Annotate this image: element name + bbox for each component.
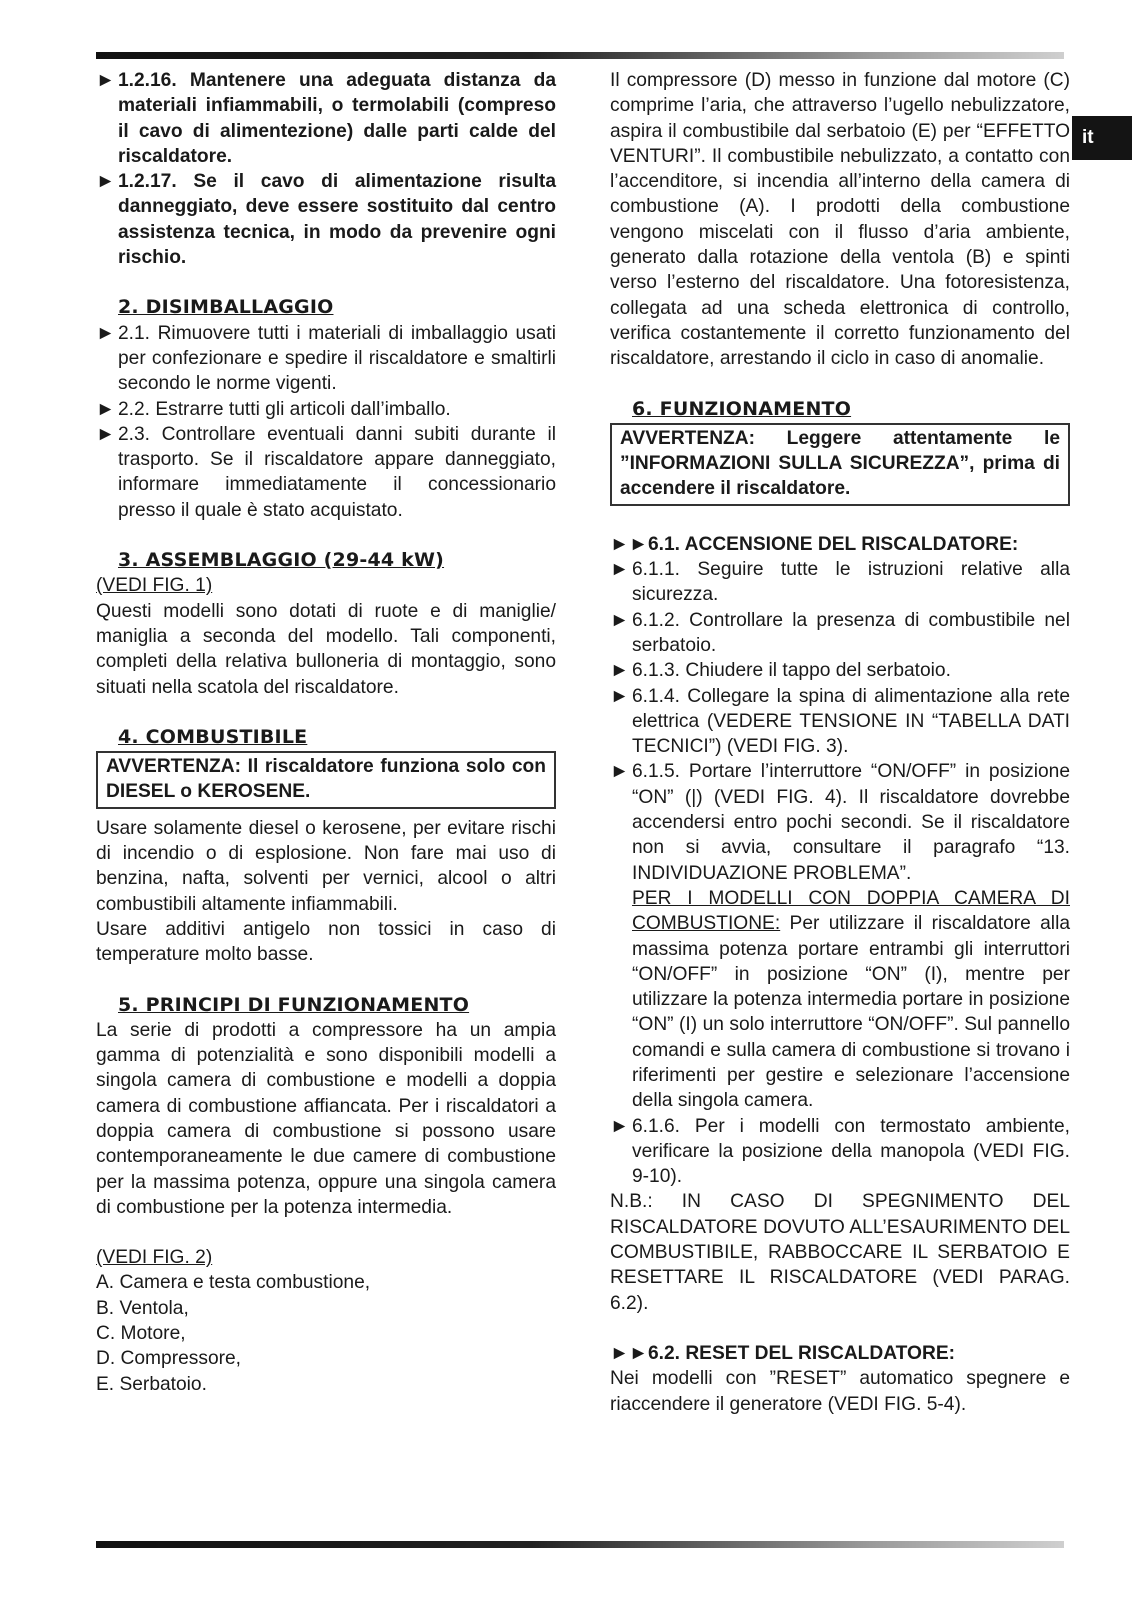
item-1-2-17: ► 1.2.17. Se il cavo di alimentazione risulta danneggiato, deve essere sostituito dal centro assistenza tecnica, in modo da prevenire ogni rischio. [96,171,556,269]
part-d: D. Compressore, [96,1348,242,1370]
item-6-1-4: ► 6.1.4. Collegare la spina di alimentazione alla rete elettrica (VEDERE TENSIONE IN “TABELLA DATI TECNICI”) (VEDI FIG. 3). [610,685,1070,758]
triangle-icon: ► [610,761,629,783]
triangle-icon: ► [610,559,629,581]
triangle-icon: ► [610,685,629,707]
fig-ref-1: (VEDI FIG. 1) [96,575,213,597]
item-2-2: ► 2.2. Estrarre tutti gli articoli dall’imballo. [96,397,556,422]
part-c: C. Motore, [96,1323,186,1345]
top-rule [96,52,1064,59]
double-chamber-label: PER I MODELLI CON DOPPIA CAMERA DI COMBUSTIONE: [632,887,1070,935]
heading-assemblaggio: 3. ASSEMBLAGGIO (29-44 kW) [118,549,445,572]
item-6-1-5: ► 6.1.5. Portare l’interruttore “ON/OFF” in posizione “ON” (|) (VEDI FIG. 4). Il riscaldatore dovrebbe accendersi entro pochi secondi. Se il riscaldatore non si avvia, consultare il paragrafo “13. INDIVIDUAZIONE PROBLEMA”. [610,761,1070,884]
triangle-icon: ► [610,609,629,631]
triangle-icon: ► [96,398,115,420]
assemblaggio-text: Questi modelli sono dotati di ruote e di maniglie/ maniglia a seconda del modello. Tali componenti, completi della relativa bulloneria di montaggio, sono situati nella scatola del riscaldatore. [96,600,556,698]
heading-disimballaggio: 2. DISIMBALLAGGIO [118,296,334,319]
triangle-icon: ► [96,70,115,91]
warning-box-safety: AVVERTENZA: Leggere attentamente le ”INFORMAZIONI SULLA SICUREZZA”, prima di accendere il riscaldatore. [610,423,1070,506]
item-6-1-3: ► 6.1.3. Chiudere il tappo del serbatoio. [610,658,1070,683]
compressore-text: Il compressore (D) messo in funzione dal motore (C) comprime l’aria, che attraverso l’ugello nebulizzatore, aspira il combustibile dal serbatoio (E) per “EFFETTO VENTURI”. Il combustibile nebulizzato, a contatto con l’accenditore, si incendia all’interno della camera di combustione (A). I prodotti della combustione vengono miscelati con il flusso d’aria ambiente, generato dalla rotazione della ventola (B) e spinti verso l’esterno del riscaldatore. Una fotoresistenza, collegata ad una scheda elettronica di controllo, verifica costantemente il corretto funzionamento del riscaldatore, arrestando il ciclo in caso di anomalie. [610,70,1070,370]
triangle-icon: ► [96,171,115,193]
antigelo-text: Usare additivi antigelo non tossici in caso di temperature molto basse. [96,918,556,966]
item-2-1: ► 2.1. Rimuovere tutti i materiali di imballaggio usati per confezionare e spedire il riscaldatore e smaltirli secondo le norme vigenti. [96,322,556,395]
item-6-1-2: ► 6.1.2. Controllare la presenza di combustibile nel serbatoio. [610,609,1070,656]
item-6-1-6: ► 6.1.6. Per i modelli con termostato ambiente, verificare la posizione della manopola (VEDI FIG. 9-10). [610,1115,1070,1188]
right-column [610,68,1070,1417]
nb-note: N.B.: IN CASO DI SPEGNIMENTO DEL RISCALDATORE DOVUTO ALL’ESAURIMENTO DEL COMBUSTIBILE, RABBOCCARE IL SERBATOIO E RESETTARE IL RISCALDATORE (VEDI PARAG. 6.2). [610,1191,1070,1314]
warning-box-fuel: AVVERTENZA: Il riscaldatore funziona solo con DIESEL o KEROSENE. [96,751,556,809]
part-e: E. Serbatoio. [96,1373,207,1395]
fig-ref-2: (VEDI FIG. 2) [96,1247,213,1269]
reset-text: Nei modelli con ”RESET” automatico spegnere e riaccendere il generatore (VEDI FIG. 5-4). [610,1368,1070,1415]
item-6-1-1: ► 6.1.1. Seguire tutte le istruzioni relative alla sicurezza. [610,559,1070,606]
triangle-icon: ► [96,423,115,445]
triangle-icon: ► [96,322,115,344]
heading-funzionamento: 6. FUNZIONAMENTO [632,397,852,420]
triangle-icon: ► [610,660,629,682]
subheading-reset: ►►6.2. RESET DEL RISCALDATORE: [610,1342,956,1364]
part-a: A. Camera e testa combustione, [96,1272,371,1294]
item-2-3: ► 2.3. Controllare eventuali danni subiti durante il trasporto. Se il riscaldatore appare danneggiato, informare immediatamente il concessionario presso il quale è stato acquistato. [96,423,556,521]
item-1-2-16: ► 1.2.16. Mantenere una adeguata distanza da materiali infiammabili, o termolabili (compreso il cavo di alimentezione) dalle parti calde del riscaldatore. [96,70,556,167]
subheading-accensione: ►►6.1. ACCENSIONE DEL RISCALDATORE: [610,533,1019,555]
language-tab: it [1072,116,1132,160]
heading-combustibile: 4. COMBUSTIBILE [118,725,308,748]
heading-principi: 5. PRINCIPI DI FUNZIONAMENTO [118,993,470,1016]
bottom-rule [96,1541,1064,1548]
principi-text: La serie di prodotti a compressore ha un ampia gamma di potenzialità e sono disponibili modelli a singola camera di combustione e modelli a doppia camera di combustione affiancata. Per i riscaldatori a doppia camera di combustione si possono usare contemporaneamente le due camere di combustione per la massima potenza, oppure una singola camera di combustione per la potenza intermedia. [96,1019,556,1218]
part-b: B. Ventola, [96,1297,189,1319]
triangle-icon: ► [610,1115,629,1137]
combustibile-text: Usare solamente diesel o kerosene, per evitare rischi di incendio o di esplosione. Non fare mai uso di benzina, nafta, solventi per vernici, alcool o altri combustibili altamente infiammabili. [96,817,556,915]
double-chamber-note: PER I MODELLI CON DOPPIA CAMERA DI COMBUSTIONE: Per utilizzare il riscaldatore alla massima potenza portare entrambi gli interruttori “ON/OFF” in posizione “ON” (I), mentre per utilizzare la potenza intermedia portare in posizione “ON” (I) un solo interruttore “ON/OFF”. Sul pannello comandi e sulla camera di combustione si trovano i riferimenti per gestire e selezionare l’accensione della singola camera. [632,887,1070,1112]
left-column [96,68,556,1397]
